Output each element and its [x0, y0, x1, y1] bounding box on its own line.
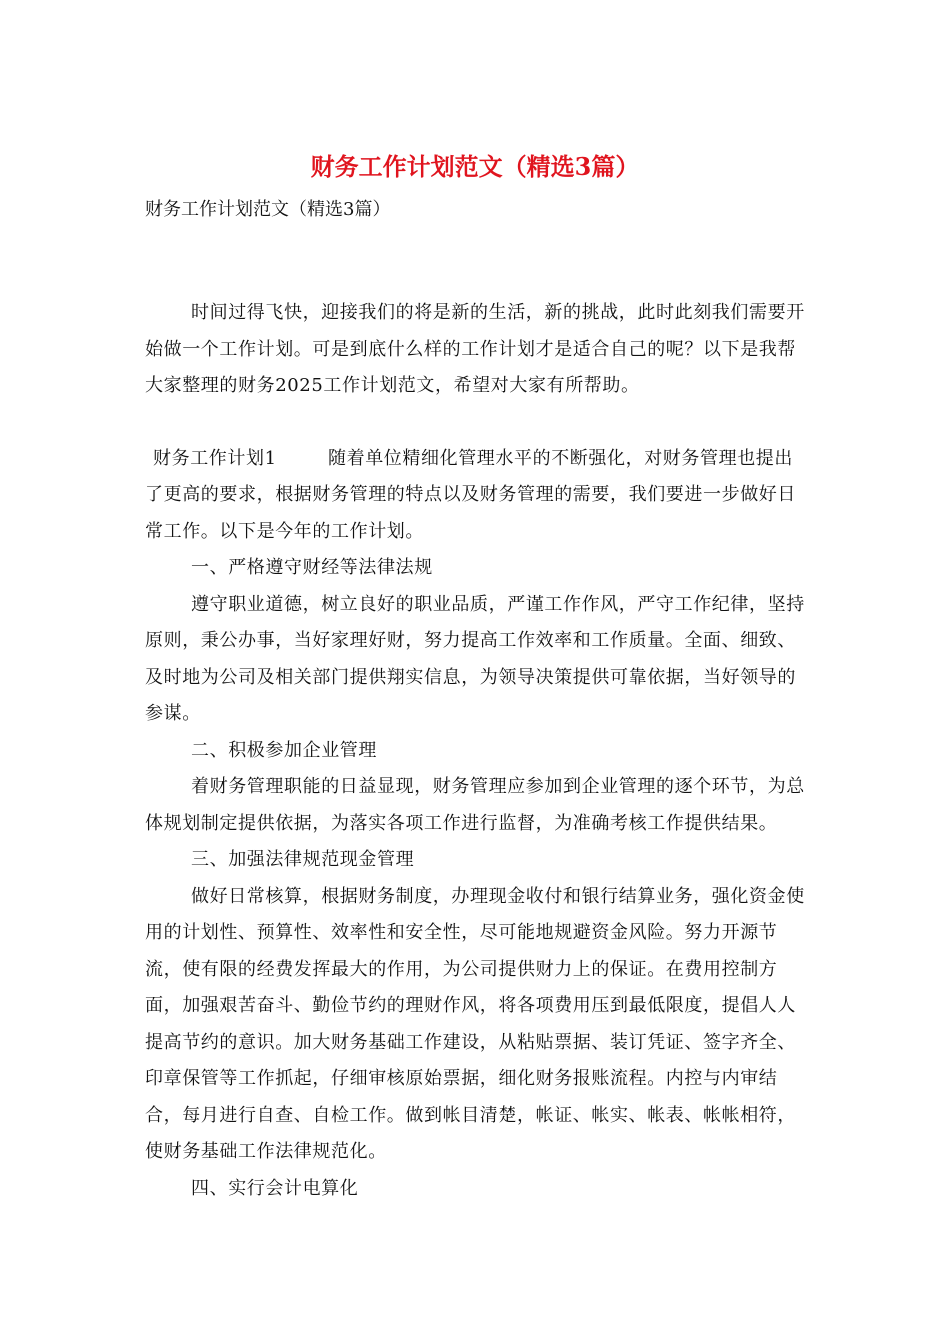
- section3-heading: 三、加强法律规范现金管理: [191, 849, 415, 870]
- section2-heading: 二、积极参加企业管理: [191, 739, 377, 761]
- document-body: [145, 295, 810, 1207]
- section1-heading: 一、严格遵守财经等法律法规: [191, 557, 433, 578]
- section1-body: 遵守职业道德，树立良好的职业品质，严谨工作作风，严守工作纪律，坚持原则，秉公办事，当好家理好财，努力提高工作效率和工作质量。全面、细致、及时地为公司及相关部门提供翔实信息，为领导决策提供可靠依据，当好领导的参谋。: [145, 593, 805, 724]
- plan1-paragraph: [145, 441, 810, 551]
- intro-paragraph: 时间过得飞快，迎接我们的将是新的生活，新的挑战，此时此刻我们需要开始做一个工作计划。可是到底什么样的工作计划才是适合自己的呢？以下是我帮大家整理的财务2025工作计划范文，希望对大家有所帮助。: [145, 302, 805, 396]
- section3-body: 做好日常核算，根据财务制度，办理现金收付和银行结算业务，强化资金使用的计划性、预算性、效率性和安全性，尽可能地规避资金风险。努力开源节流，使有限的经费发挥最大的作用，为公司提供财力上的保证。在费用控制方面，加强艰苦奋斗、勤俭节约的理财作风，将各项费用压到最低限度，提倡人人提高节约的意识。加大财务基础工作建设，从粘贴票据、装订凭证、签字齐全、印章保管等工作抓起，仔细审核原始票据，细化财务报账流程。内控与内审结合，每月进行自查、自检工作。做到帐目清楚，帐证、帐实、帐表、帐帐相符，使财务基础工作法律规范化。: [145, 885, 805, 1162]
- plan1-label: 财务工作计划1: [153, 447, 277, 469]
- document-title: 财务工作计划范文（精选3篇）: [310, 152, 640, 181]
- section4-heading: 四、实行会计电算化: [191, 1177, 359, 1199]
- section2-body: 着财务管理职能的日益显现，财务管理应参加到企业管理的逐个环节，为总体规划制定提供依据，为落实各项工作进行监督，为准确考核工作提供结果。: [145, 776, 805, 834]
- plan1-intro-text: 随着单位精细化管理水平的不断强化，对财务管理也提出了更高的要求，根据财务管理的特点以及财务管理的需要，我们要进一步做好日常工作。以下是今年的工作计划。: [145, 447, 796, 542]
- document-subtitle: 财务工作计划范文（精选3篇）: [145, 199, 391, 220]
